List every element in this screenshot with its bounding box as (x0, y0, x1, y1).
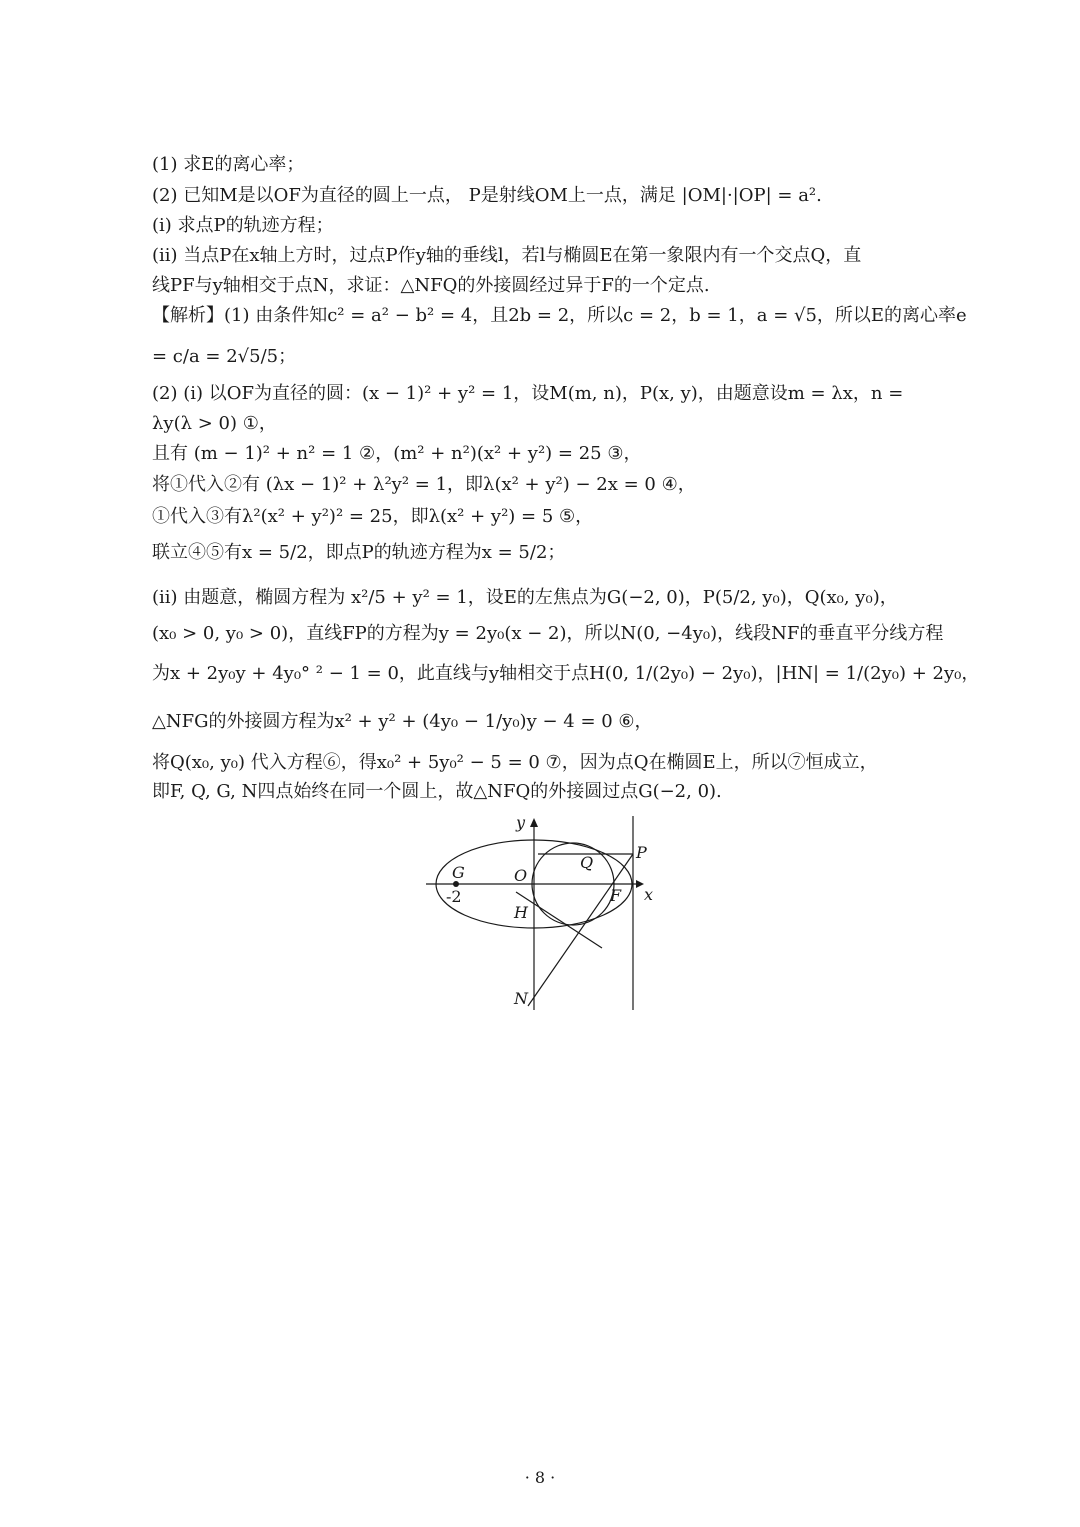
text-line-14: (ii) 由题意，椭圆方程为 x²/5 + y² = 1，设E的左焦点为G(−2, 0)，P(5/2, y₀)，Q(x₀, y₀)， (152, 587, 898, 608)
label-y: y (516, 813, 526, 832)
text-line-1: (1) 求E的离心率； (152, 154, 305, 175)
line-pf (528, 854, 633, 1006)
label-n: N (514, 989, 528, 1008)
text-line-5: 线PF与y轴相交于点N，求证：△NFQ的外接圆经过异于F的一个定点. (152, 275, 710, 296)
text-line-8: (2) (i) 以OF为直径的圆：(x − 1)² + y² = 1，设M(m, n)，P(x, y)，由题意设m = λx，n = (152, 383, 904, 404)
text-line-16: 为x + 2y₀y + 4y₀° ² − 1 = 0，此直线与y轴相交于点H(0, 1/(2y₀) − 2y₀)，|HN| = 1/(2y₀) + 2y₀， (152, 663, 980, 684)
text-line-3: (i) 求点P的轨迹方程； (152, 215, 334, 236)
label-x: x (644, 885, 654, 904)
text-line-7: = c/a = 2√5/5； (152, 346, 297, 367)
label-o: O (514, 866, 528, 885)
text-line-12: ①代入③有λ²(x² + y²)² = 25，即λ(x² + y²) = 5 ⑤， (152, 506, 594, 527)
text-line-6: 【解析】(1) 由条件知c² = a² − b² = 4，且2b = 2，所以c = 2，b = 1，a = √5，所以E的离心率e (152, 305, 967, 326)
text-line-2: (2) 已知M是以OF为直径的圆上一点， P是射线OM上一点，满足 |OM|·|OP| = a². (152, 185, 822, 206)
text-line-4: (ii) 当点P在x轴上方时，过点P作y轴的垂线l，若l与椭圆E在第一象限内有一个交点Q，直 (152, 245, 862, 266)
page-number: · 8 · (524, 1468, 556, 1487)
y-axis-arrow (530, 818, 538, 827)
label-f: F (610, 886, 622, 905)
text-line-19: 即F, Q, G, N四点始终在同一个圆上，故△NFQ的外接圆过点G(−2, 0). (152, 781, 722, 802)
label-minus-2: -2 (446, 887, 462, 906)
geometry-figure (420, 810, 670, 1015)
x-axis-arrow (636, 880, 644, 888)
label-g: G (452, 863, 465, 882)
label-p: P (636, 843, 647, 862)
text-line-17: △NFG的外接圆方程为x² + y² + (4y₀ − 1/y₀)y − 4 = 0 ⑥， (152, 711, 653, 732)
label-h: H (514, 903, 528, 922)
text-line-10: 且有 (m − 1)² + n² = 1 ②，(m² + n²)(x² + y²) = 25 ③， (152, 443, 642, 464)
text-line-13: 联立④⑤有x = 5/2，即点P的轨迹方程为x = 5/2； (152, 542, 566, 563)
text-line-11: 将①代入②有 (λx − 1)² + λ²y² = 1，即λ(x² + y²) − 2x = 0 ④， (152, 474, 696, 495)
text-line-18: 将Q(x₀, y₀) 代入方程⑥，得x₀² + 5y₀² − 5 = 0 ⑦，因为点Q在椭圆E上，所以⑦恒成立， (152, 752, 878, 773)
text-line-9: λy(λ > 0) ①， (152, 413, 277, 434)
text-line-15: (x₀ > 0, y₀ > 0)，直线FP的方程为y = 2y₀(x − 2)，所以N(0, −4y₀)，线段NF的垂直平分线方程 (152, 623, 944, 644)
label-q: Q (580, 853, 594, 872)
